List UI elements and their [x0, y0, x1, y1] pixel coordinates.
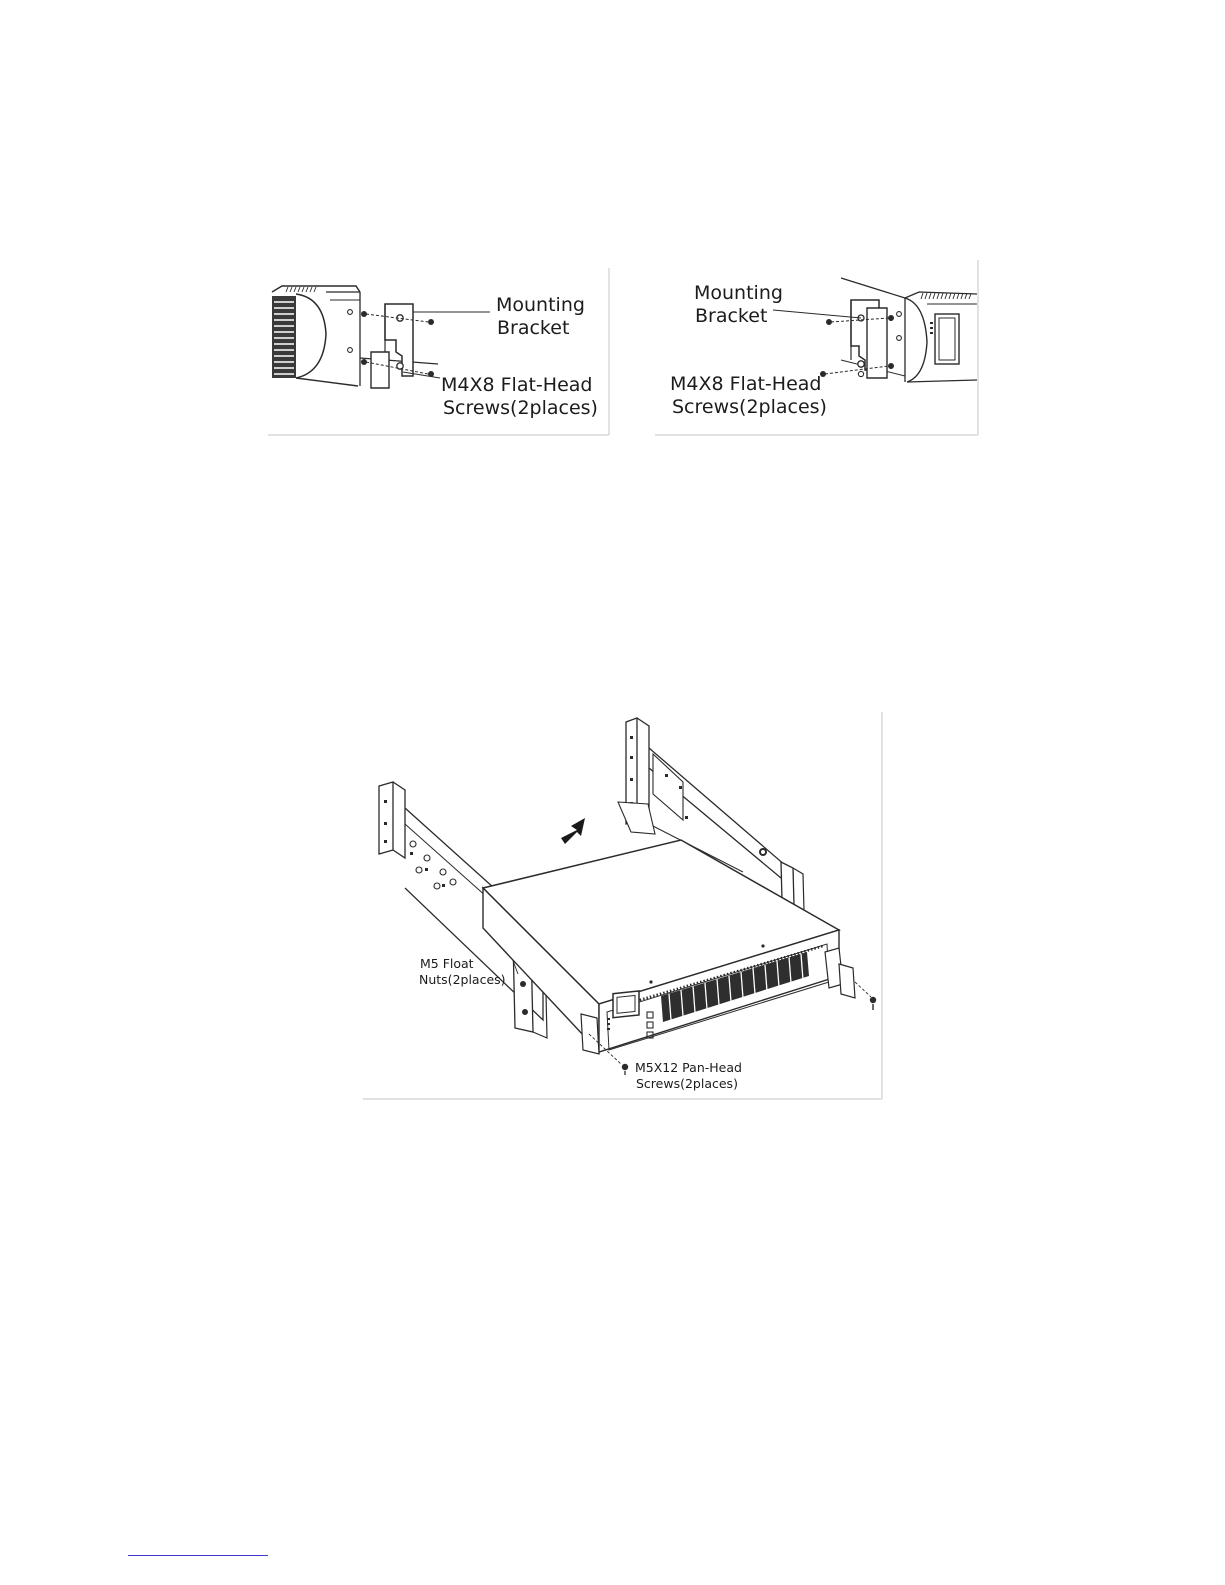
flat-head-screws-label-line2: Screws(2places)	[672, 396, 827, 418]
rack-installation-drawing	[363, 712, 883, 1100]
footnote-rule	[128, 1555, 268, 1556]
float-nuts-label-line2: Nuts(2places)	[419, 972, 506, 987]
float-nuts-label-line1: M5 Float	[420, 956, 474, 971]
mounting-bracket-label-line1: Mounting	[496, 294, 585, 316]
flat-head-screws-label-line2: Screws(2places)	[443, 397, 598, 419]
flat-head-screws-label-line1: M4X8 Flat-Head	[441, 374, 593, 396]
pan-head-screws-label-line1: M5X12 Pan-Head	[635, 1060, 742, 1075]
left-bracket-figure	[268, 268, 610, 436]
mounting-bracket-label-line2: Bracket	[695, 305, 768, 327]
pan-head-screws-label-line2: Screws(2places)	[636, 1076, 738, 1091]
mounting-bracket-label-line2: Bracket	[497, 317, 570, 339]
flat-head-screws-label-line1: M4X8 Flat-Head	[670, 373, 822, 395]
mounting-bracket-label-line1: Mounting	[694, 282, 783, 304]
right-bracket-figure	[655, 260, 979, 436]
rack-installation-figure	[363, 712, 883, 1100]
